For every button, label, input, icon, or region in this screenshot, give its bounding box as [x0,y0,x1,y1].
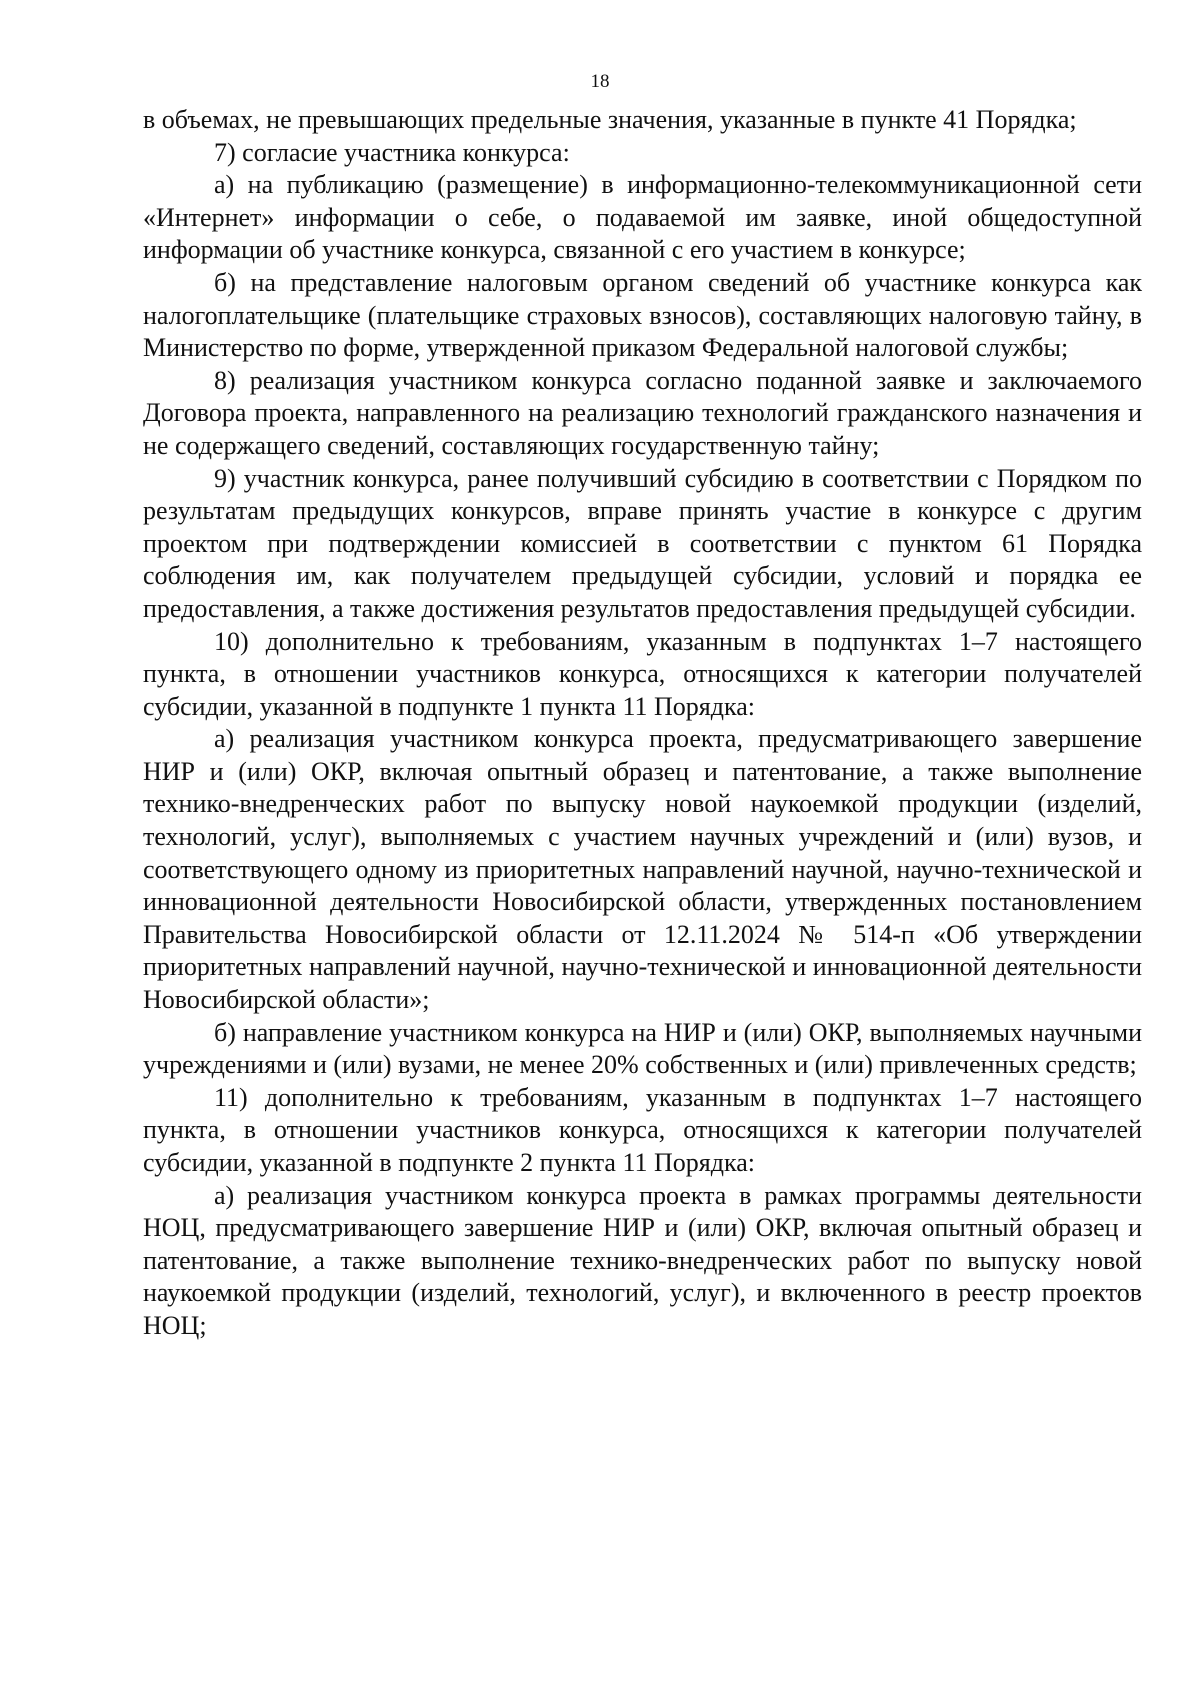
page-number: 18 [590,71,610,92]
paragraph-item-10a: а) реализация участником конкурса проекта, предусматривающего завершение НИР и (или) ОКР, включая опытный образец и патентование, а также выполнение технико-внедренческих работ по выпуску новой наукоемкой продукции (изделий, технологий, услуг), выполняемых с участием научных учреждений и (или) вузов, и соответствующего одному из приоритетных направлений научной, научно-технической и инновационной деятельности Новосибирской области, утвержденных постановлением Правительства Новосибирской области от 12.11.2024 № 514-п «Об утверждении приоритетных направлений научной, научно-технической и инновационной деятельности Новосибирской области»; [143,724,1142,1015]
paragraph-item-10b: б) направление участником конкурса на НИР и (или) ОКР, выполняемых научными учреждениями и (или) вузами, не менее 20% собственных и (или) привлеченных средств; [143,1017,1142,1080]
paragraph-item-7a: а) на публикацию (размещение) в информационно-телекоммуникационной сети «Интернет» информации о себе, о подаваемой им заявке, иной общедоступной информации об участнике конкурса, связанной с его участием в конкурсе; [143,170,1142,265]
paragraph-item-9: 9) участник конкурса, ранее получивший субсидию в соответствии с Порядком по результатам предыдущих конкурсов, вправе принять участие в конкурсе с другим проектом при подтверждении комиссией в соответствии с пунктом 61 Порядка соблюдения им, как получателем предыдущей субсидии, условий и порядка ее предоставления, а также достижения результатов предоставления предыдущей субсидии. [143,463,1142,623]
paragraph-item-8: 8) реализация участником конкурса согласно поданной заявке и заключаемого Договора проекта, направленного на реализацию технологий гражданского назначения и не содержащего сведений, составляющих государственную тайну; [143,365,1142,460]
paragraph-item-11: 11) дополнительно к требованиям, указанным в подпунктах 1–7 настоящего пункта, в отношении участников конкурса, относящихся к категории получателей субсидии, указанной в подпункте 2 пункта 11 Порядка: [143,1082,1142,1177]
paragraph-item-11a: а) реализация участником конкурса проекта в рамках программы деятельности НОЦ, предусматривающего завершение НИР и (или) ОКР, включая опытный образец и патентование, а также выполнение технико-внедренческих работ по выпуску новой наукоемкой продукции (изделий, технологий, услуг), и включенного в реестр проектов НОЦ; [143,1180,1142,1340]
paragraph-item-7: 7) согласие участника конкурса: [214,137,570,167]
paragraph-item-10: 10) дополнительно к требованиям, указанным в подпунктах 1–7 настоящего пункта, в отношении участников конкурса, относящихся к категории получателей субсидии, указанной в подпункте 1 пункта 11 Порядка: [143,626,1142,721]
paragraph-continuation: в объемах, не превышающих предельные значения, указанные в пункте 41 Порядка; [143,105,1077,134]
paragraph-item-7b: б) на представление налоговым органом сведений об участнике конкурса как налогоплательщике (плательщике страховых взносов), составляющих налоговую тайну, в Министерство по форме, утвержденной приказом Федеральной налоговой службы; [143,267,1142,363]
document-body [143,104,1142,1343]
